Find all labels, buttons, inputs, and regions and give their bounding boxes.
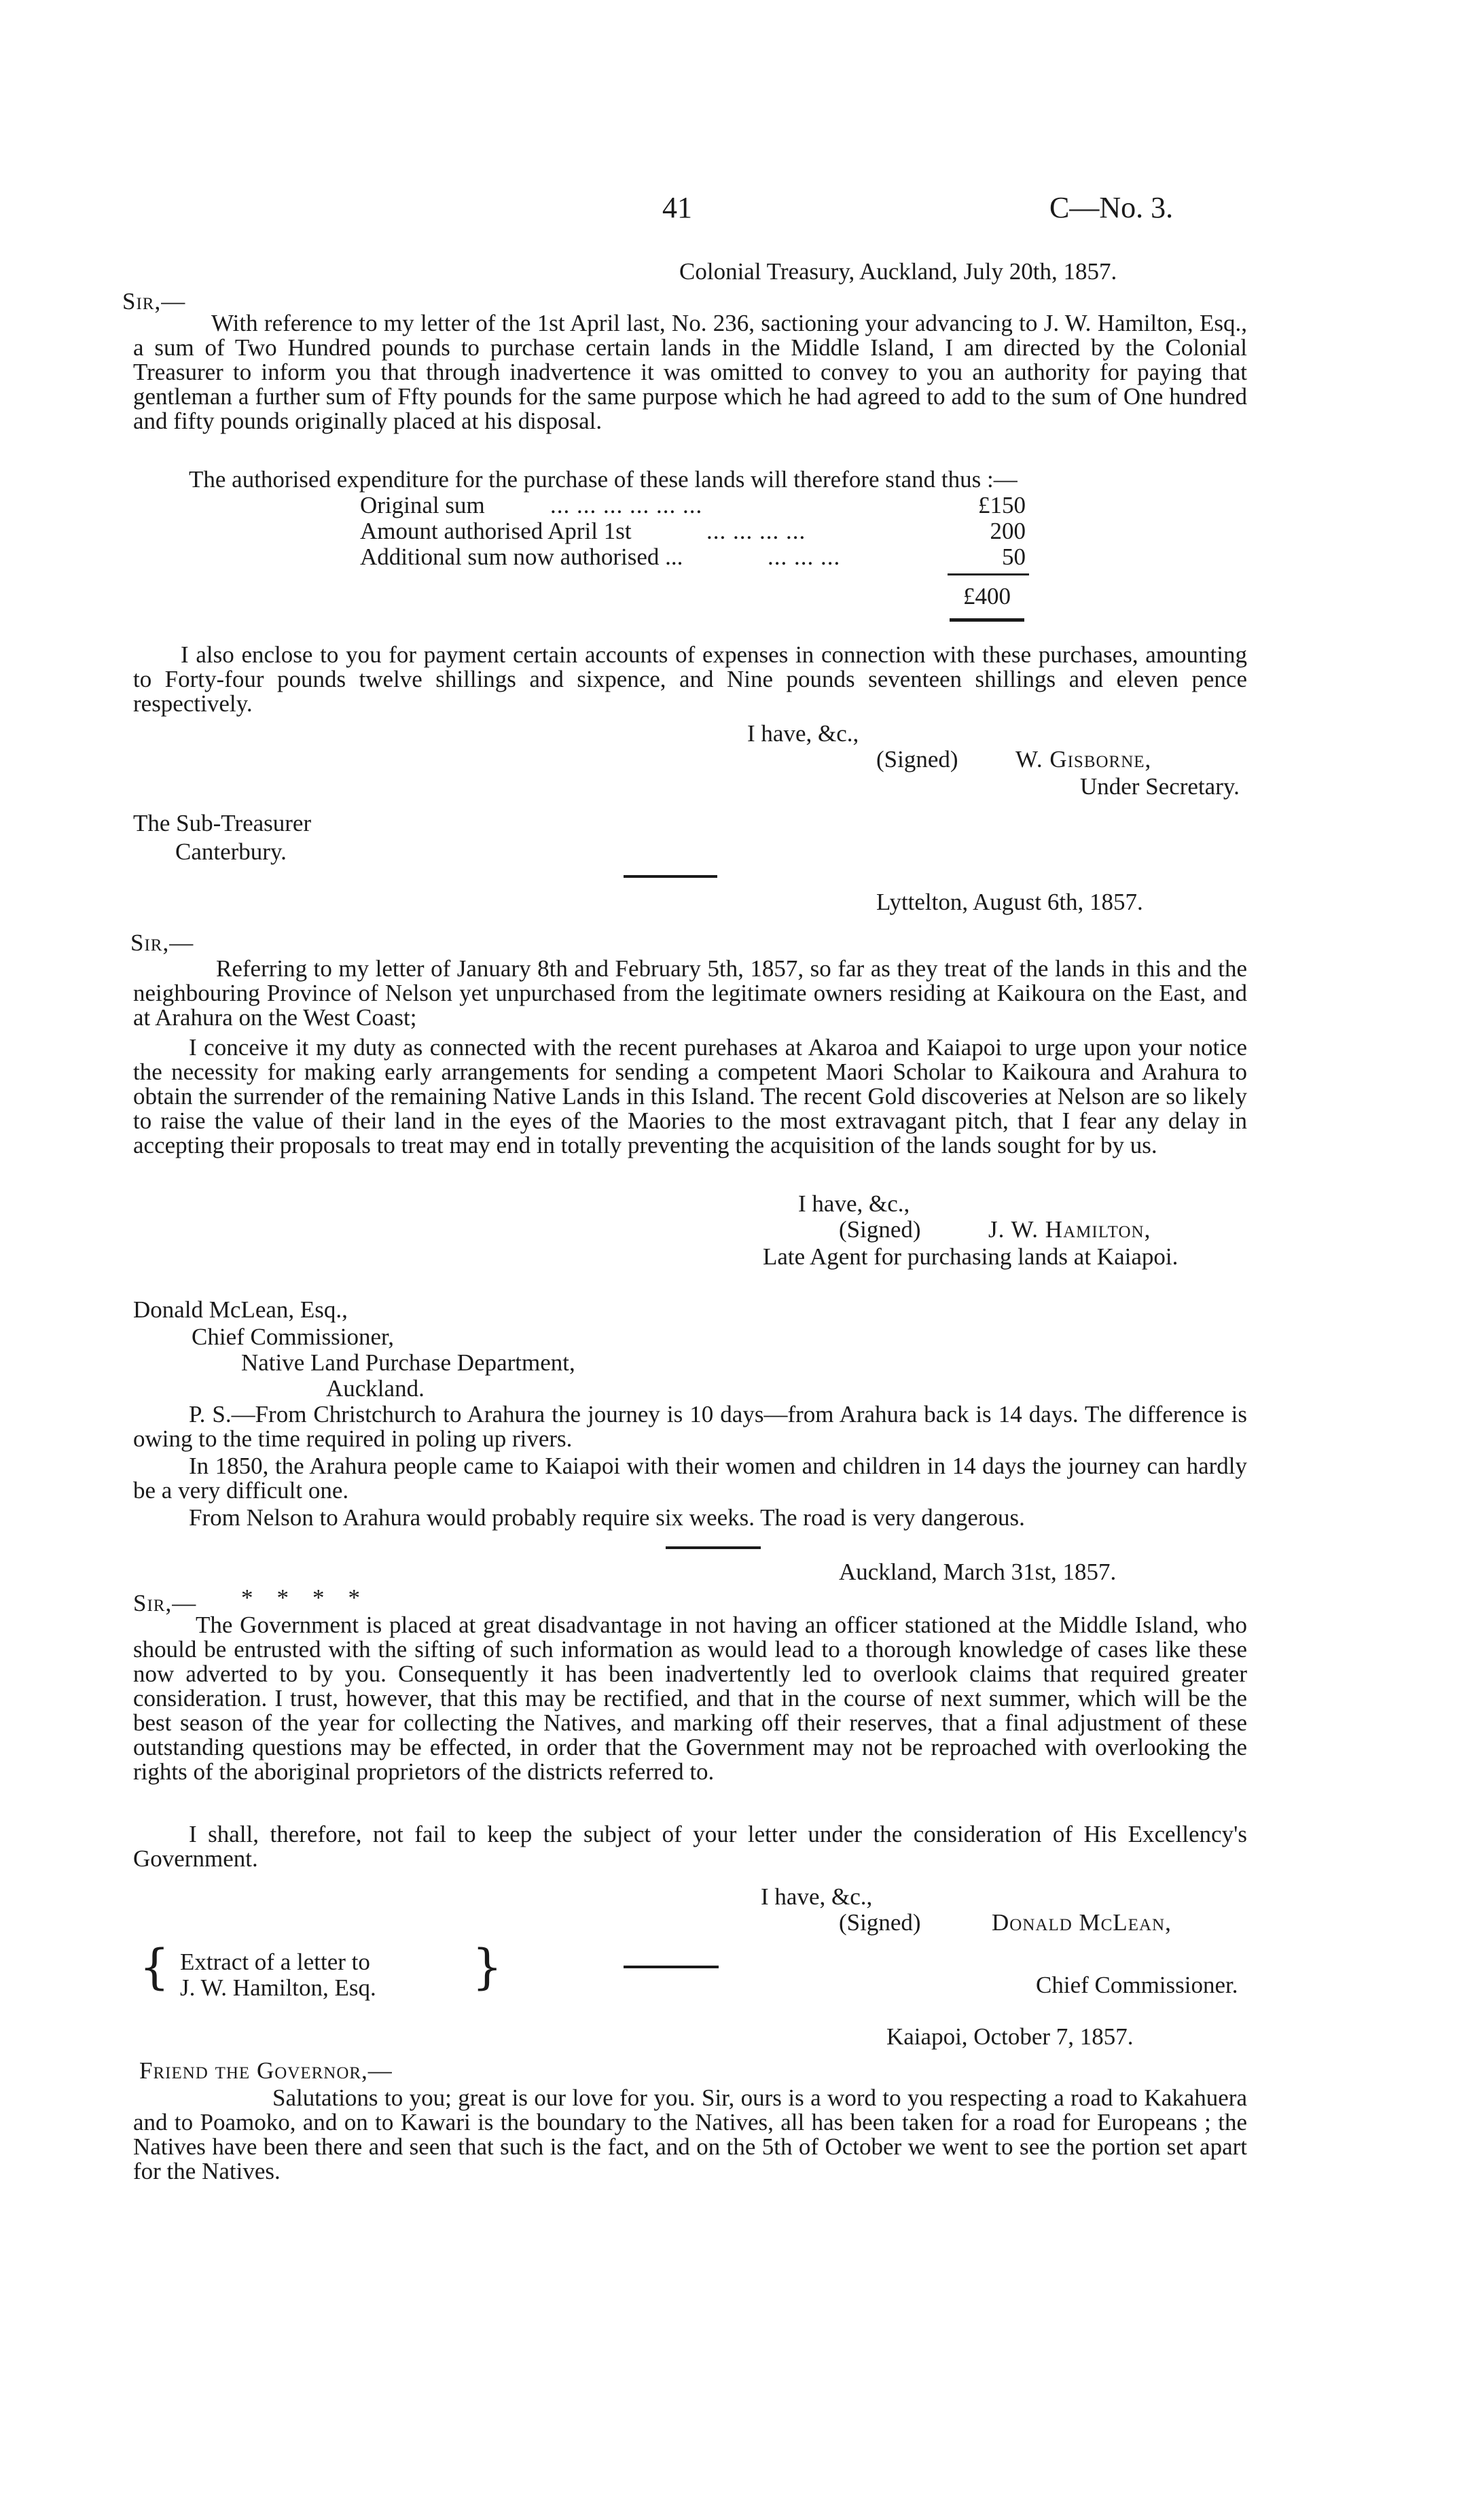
page-number: 41 <box>662 191 692 224</box>
letter2-paragraph-2: I conceive it my duty as connected with the recent purehases at Akaroa and Kaiapoi to urge upon your notice the necessity for making early arrangements for sending a competent Maori Scholar to Kaikoura and Arahura to obtain the surrender of the remaining Native Lands in this Island. The recent Gold discoveries at Nelson are so likely to raise the value of their land in the eyes of the Maories to the most extravagant pitch, that I fear any delay in accepting their proposals to treat may end in totally preventing the acquisition of the lands sought for by us. <box>133 1034 1247 1158</box>
table-row-amount: £150 <box>978 492 1026 518</box>
table-row-leader: ... ... ... <box>768 544 841 570</box>
letter2-postscript-3: From Nelson to Arahura would probably require six weeks. The road is very dangerous. <box>189 1504 1025 1531</box>
letter3-signer-title: Chief Commissioner. <box>1036 1972 1238 1998</box>
letter1-place-date: Colonial Treasury, Auckland, July 20th, 1857. <box>679 258 1117 285</box>
letter2-signer-title: Late Agent for purchasing lands at Kaiapoi. <box>763 1243 1178 1270</box>
letter3-place-date: Auckland, March 31st, 1857. <box>839 1559 1117 1585</box>
letter1-signed: (Signed) <box>876 746 958 773</box>
letter3-paragraph-1: The Government is placed at great disadvantage in not having an officer stationed at the Middle Island, who should be entrusted with the sifting of such information as would lead to a thorough knowledge of cases like these now adverted to by you. Consequently it has been inadvertently led to overlook claims that required greater consideration. I trust, however, that this may be rectified, and that in the course of next summer, which will be the best season of the year for collecting the Natives, and marking off their reserves, that a final adjustment of these outstanding questions may be effected, in order that the Government may not be reproached with overlooking the rights of the aboriginal proprietors of the districts referred to. <box>133 1612 1247 1785</box>
extract-line-1: Extract of a letter to <box>180 1949 370 1975</box>
letter2-postscript-1: P. S.—From Christchurch to Arahura the journey is 10 days—from Arahura back is 14 days. The difference is owing to the time required in poling up rivers. <box>133 1401 1247 1452</box>
letter1-signer-title: Under Secretary. <box>1080 773 1240 800</box>
letter3-signer: Donald McLean, <box>992 1909 1172 1936</box>
section-divider <box>624 875 717 878</box>
letter4-paragraph-1: Salutations to you; great is our love for you. Sir, ours is a word to you respecting a road to Kakahuera and to Poamoko, and on to Kawari is the boundary to the Natives, all has been taken for a road for Europeans ; the Natives have been there and seen that such is the fact, and on the 5th of October we went to see the portion set apart for the Natives. <box>133 2084 1247 2184</box>
letter2-salutation: Sir,— <box>130 929 194 956</box>
left-brace: { <box>139 1939 170 1995</box>
letter2-addressee-line-2: Chief Commissioner, <box>192 1324 395 1350</box>
letter3-signed: (Signed) <box>839 1909 921 1936</box>
extract-line-2: J. W. Hamilton, Esq. <box>180 1974 376 2001</box>
table-row-label: Additional sum now authorised ... <box>360 544 683 570</box>
table-row-leader: ... ... ... ... <box>706 518 806 544</box>
letter4-salutation: Friend the Governor,— <box>139 2057 393 2084</box>
letter2-place-date: Lyttelton, August 6th, 1857. <box>876 889 1143 915</box>
letter1-addressee-line-1: The Sub-Treasurer <box>133 810 312 836</box>
letter2-addressee-line-4: Auckland. <box>326 1375 425 1402</box>
letter4-place-date: Kaiapoi, October 7, 1857. <box>886 2023 1134 2050</box>
paper-code: C—No. 3. <box>1049 191 1174 224</box>
table-row-amount: 50 <box>1002 544 1026 570</box>
letter1-paragraph-2: The authorised expenditure for the purchase of these lands will therefore stand thus :— <box>189 466 1018 493</box>
letter2-addressee-line-1: Donald McLean, Esq., <box>133 1296 348 1323</box>
letter3-paragraph-2: I shall, therefore, not fail to keep the subject of your letter under the consideration of His Excellency's Government. <box>133 1821 1247 1872</box>
letter1-paragraph-1: With reference to my letter of the 1st April last, No. 236, sactioning your advancing to J. W. Hamilton, Esq., a sum of Two Hundred pounds to purchase certain lands in the Middle Island, I am directed by the Colonial Treasurer to inform you that through inadvertence it was omitted to convey to you an authority for paying that gentleman a further sum of Ffty pounds for the same purpose which he had agreed to add to the sum of One hundred and fifty pounds originally placed at his disposal. <box>133 310 1247 434</box>
letter1-paragraph-3: I also enclose to you for payment certain accounts of expenses in connection with these purchases, amounting to Forty-four pounds twelve shillings and sixpence, and Nine pounds seventeen shillings and eleven pence respectively. <box>133 641 1247 717</box>
table-row <box>360 519 1026 545</box>
table-row-leader: ... ... ... ... ... ... <box>550 492 703 518</box>
letter1-salutation: Sir,— <box>122 288 186 315</box>
letter2-closing: I have, &c., <box>798 1190 910 1217</box>
table-row <box>360 545 1026 571</box>
letter1-closing: I have, &c., <box>747 720 859 747</box>
letter3-asterisks: * * * * <box>241 1584 360 1611</box>
table-row-label: Original sum <box>360 492 485 518</box>
right-brace: } <box>472 1939 503 1995</box>
letter2-signer: J. W. Hamilton, <box>988 1216 1151 1243</box>
letter2-addressee-line-3: Native Land Purchase Department, <box>241 1349 575 1376</box>
letter2-paragraph-1: Referring to my letter of January 8th and February 5th, 1857, so far as they treat of the lands in this and the neighbouring Province of Nelson yet unpurchased from the legitimate owners residing at Kaikoura on the East, and at Arahura on the West Coast; <box>133 955 1247 1031</box>
total-underline <box>950 618 1024 622</box>
letter1-addressee-line-2: Canterbury. <box>175 838 287 865</box>
letter3-salutation: Sir,— <box>133 1590 197 1616</box>
table-total: £400 <box>963 583 1011 609</box>
sum-rule <box>948 573 1029 575</box>
letter1-signer: W. Gisborne, <box>1015 746 1152 773</box>
letter2-postscript-2: In 1850, the Arahura people came to Kaiapoi with their women and children in 14 days the journey can hardly be a very difficult one. <box>133 1453 1247 1504</box>
section-divider <box>666 1546 761 1549</box>
table-row <box>360 493 1026 519</box>
table-row-label: Amount authorised April 1st <box>360 518 632 544</box>
section-divider <box>624 1966 719 1968</box>
table-row-amount: 200 <box>990 518 1026 544</box>
letter3-closing: I have, &c., <box>761 1883 873 1910</box>
letter2-signed: (Signed) <box>839 1216 921 1243</box>
